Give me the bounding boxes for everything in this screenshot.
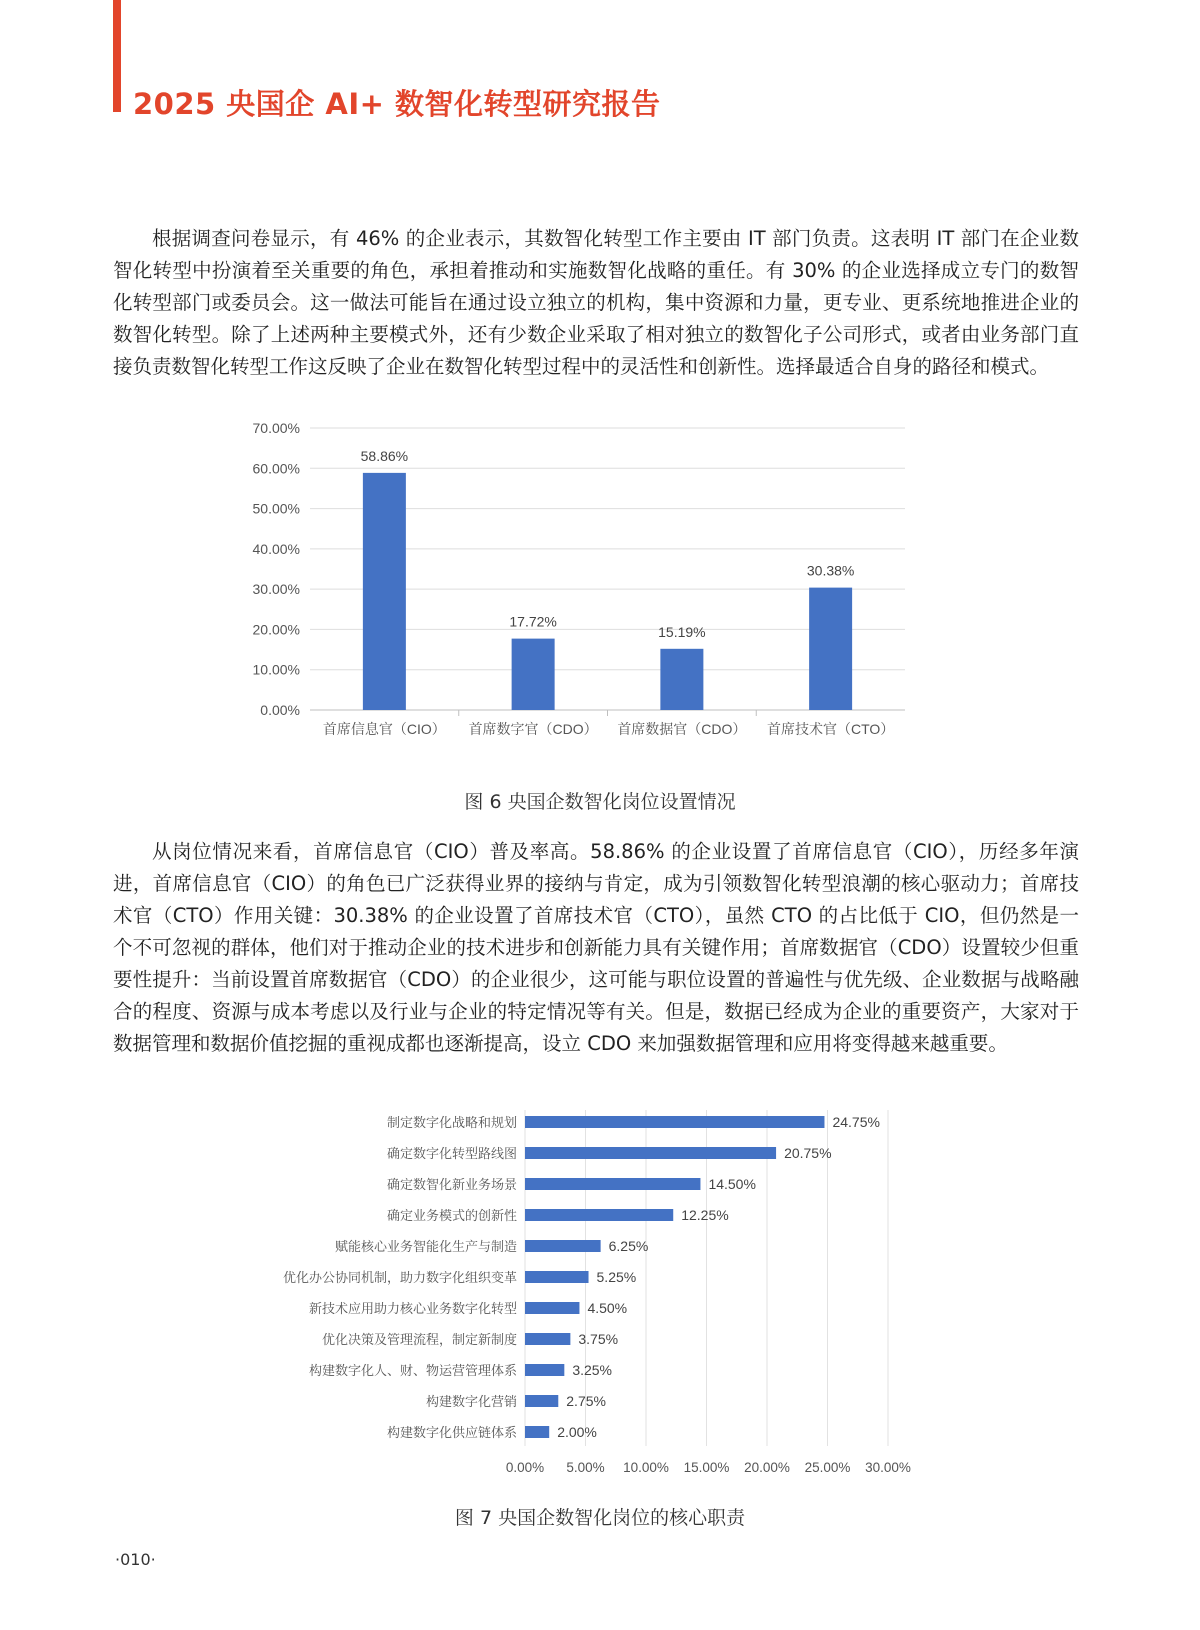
bar <box>660 649 703 710</box>
bar <box>525 1395 558 1407</box>
y-category-label: 确定业务模式的创新性 <box>386 1208 517 1223</box>
data-label: 3.75% <box>578 1331 619 1347</box>
y-category-label: 优化办公协同机制，助力数字化组织变革 <box>282 1270 517 1285</box>
y-tick-label: 60.00% <box>252 460 300 477</box>
bar <box>525 1426 549 1438</box>
data-label: 3.25% <box>572 1362 613 1378</box>
x-tick-label: 15.00% <box>683 1460 730 1475</box>
bar <box>525 1333 570 1345</box>
y-tick-label: 10.00% <box>252 661 300 678</box>
body-paragraph-2: 从岗位情况来看，首席信息官（CIO）普及率高。58.86% 的企业设置了首席信息官（CIO），历经多年演进，首席信息官（CIO）的角色已广泛获得业界的接纳与肯定，成为引领数智化转型浪潮的核心驱动力；首席技术官（CTO）作用关键：30.38% 的企业设置了首席技术官（CTO），虽然 CTO 的占比低于 CIO，但仍然是一个不可忽视的群体，他们对于推动企业的技术进步和创新能力具有关键作用；首席数据官（CDO）设置较少但重要性提升：当前设置首席数据官（CDO）的企业很少，这可能与职位设置的普遍性与优先级、企业数据与战略融合的程度、资源与成本考虑以及行业与企业的特定情况等有关。但是，数据已经成为企业的重要资产，大家对于数据管理和数据价值挖掘的重视成都也逐渐提高，设立 CDO 来加强数据管理和应用将变得越来越重要。 <box>113 840 1079 1055</box>
data-label: 5.25% <box>596 1269 637 1285</box>
data-label: 6.25% <box>608 1238 649 1254</box>
x-category-label: 首席数据官（CDO） <box>617 721 747 737</box>
bar <box>525 1116 824 1128</box>
data-label: 15.19% <box>658 623 706 640</box>
x-tick-label: 5.00% <box>566 1460 605 1475</box>
header-accent-bar <box>113 0 121 112</box>
x-category-label: 首席数字官（CDO） <box>468 721 598 737</box>
bar <box>525 1271 589 1283</box>
y-tick-label: 0.00% <box>260 702 300 718</box>
data-label: 12.25% <box>681 1207 729 1223</box>
figure-6-caption: 图 6 央国企数智化岗位设置情况 <box>464 791 736 813</box>
bar <box>525 1147 776 1159</box>
bar <box>525 1209 673 1221</box>
y-tick-label: 70.00% <box>252 420 300 436</box>
core-responsibilities-bar-chart <box>0 1110 1200 1495</box>
y-tick-label: 50.00% <box>252 500 300 517</box>
x-category-label: 首席信息官（CIO） <box>322 721 446 737</box>
bar <box>363 473 406 710</box>
y-category-label: 构建数字化营销 <box>425 1394 517 1409</box>
y-category-label: 新技术应用助力核心业务数字化转型 <box>308 1301 517 1316</box>
data-label: 58.86% <box>360 447 409 464</box>
bar <box>525 1178 700 1190</box>
x-tick-label: 25.00% <box>804 1460 851 1475</box>
bar <box>809 588 852 710</box>
x-tick-label: 10.00% <box>623 1460 669 1475</box>
y-tick-label: 40.00% <box>252 540 300 557</box>
bar <box>512 639 555 710</box>
data-label: 2.00% <box>557 1424 597 1440</box>
y-category-label: 优化决策及管理流程，制定新制度 <box>321 1332 517 1347</box>
data-label: 4.50% <box>587 1300 628 1316</box>
data-label: 24.75% <box>832 1114 880 1130</box>
bar <box>525 1240 601 1252</box>
figure-7-caption: 图 7 央国企数智化岗位的核心职责 <box>454 1507 746 1529</box>
data-label: 14.50% <box>708 1176 756 1192</box>
y-category-label: 制定数字化战略和规划 <box>386 1115 517 1130</box>
report-title: 2025 央国企 AI+ 数智化转型研究报告 <box>133 87 661 121</box>
y-category-label: 赋能核心业务智能化生产与制造 <box>334 1239 517 1254</box>
x-tick-label: 0.00% <box>505 1460 545 1475</box>
y-category-label: 构建数字化供应链体系 <box>386 1425 517 1440</box>
position-setup-bar-chart <box>0 420 1200 765</box>
y-category-label: 确定数智化新业务场景 <box>386 1177 517 1192</box>
data-label: 20.75% <box>784 1145 832 1161</box>
bar <box>525 1364 564 1376</box>
page-number: ·010· <box>115 1550 156 1569</box>
x-category-label: 首席技术官（CTO） <box>766 721 895 737</box>
data-label: 17.72% <box>509 613 557 630</box>
x-tick-label: 30.00% <box>865 1460 911 1475</box>
data-label: 30.38% <box>806 562 855 579</box>
data-label: 2.75% <box>566 1393 606 1409</box>
y-category-label: 构建数字化人、财、物运营管理体系 <box>308 1363 517 1378</box>
y-category-label: 确定数字化转型路线图 <box>386 1146 517 1161</box>
y-tick-label: 30.00% <box>252 581 300 598</box>
body-paragraph-1: 根据调查问卷显示，有 46% 的企业表示，其数智化转型工作主要由 IT 部门负责。这表明 IT 部门在企业数智化转型中扮演着至关重要的角色，承担着推动和实施数智化战略的重任。有 30% 的企业选择成立专门的数智化转型部门或委员会。这一做法可能旨在通过设立独立的机构，集中资源和力量，更专业、更系统地推进企业的数智化转型。除了上述两种主要模式外，还有少数企业采取了相对独立的数智化子公司形式，或者由业务部门直接负责数智化转型工作这反映了企业在数智化转型过程中的灵活性和创新性。选择最适合自身的路径和模式。 <box>113 227 1079 378</box>
bar <box>525 1302 579 1314</box>
y-tick-label: 20.00% <box>252 621 300 638</box>
x-tick-label: 20.00% <box>744 1460 790 1475</box>
